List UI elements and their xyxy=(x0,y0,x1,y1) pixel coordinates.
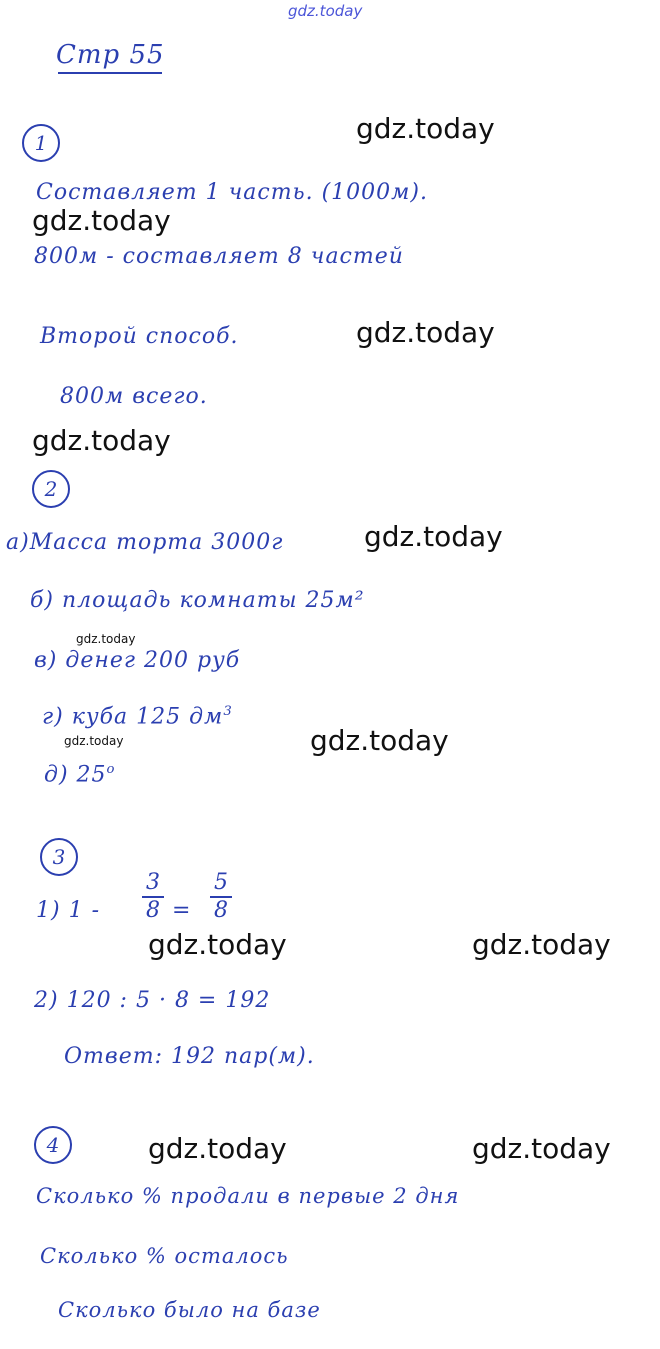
watermark-small: gdz.today xyxy=(76,632,136,646)
task2-g-sup: 3 xyxy=(223,704,233,719)
watermark: gdz.today xyxy=(364,520,503,553)
task1-line4: 800м всего. xyxy=(60,384,208,409)
task3-line1-prefix: 1) 1 - xyxy=(36,898,100,923)
task2-b: б) площадь комнаты 25м² xyxy=(30,588,365,613)
task-number-4: 4 xyxy=(34,1126,72,1164)
task4-line3: Сколько было на базе xyxy=(58,1298,321,1322)
task2-g-text: г) куба 125 дм xyxy=(42,704,224,730)
title-underline xyxy=(58,72,162,74)
task-number-1: 1 xyxy=(22,124,60,162)
task3-answer: Ответ: 192 пар(м). xyxy=(64,1044,315,1069)
task-number-3: 3 xyxy=(40,838,78,876)
task2-d-sup: о xyxy=(106,762,116,777)
task1-line3: Второй способ. xyxy=(40,324,239,349)
watermark: gdz.today xyxy=(472,928,611,961)
fraction-5-8 xyxy=(210,872,232,922)
task4-line2: Сколько % осталось xyxy=(40,1244,289,1268)
watermark: gdz.today xyxy=(32,424,171,457)
task2-g xyxy=(42,704,233,729)
task2-v: в) денег 200 руб xyxy=(34,648,241,673)
task2-d-text: д) 25 xyxy=(44,762,107,788)
watermark-small: gdz.today xyxy=(64,734,124,748)
watermark: gdz.today xyxy=(472,1132,611,1165)
watermark: gdz.today xyxy=(32,204,171,237)
frac1-den: 8 xyxy=(146,898,160,923)
site-header[interactable]: gdz.today xyxy=(288,2,363,20)
task4-line1: Сколько % продали в первые 2 дня xyxy=(36,1184,460,1208)
watermark: gdz.today xyxy=(310,724,449,757)
task2-d xyxy=(44,762,115,787)
task2-a: а)Масса торта 3000г xyxy=(6,530,284,555)
watermark: gdz.today xyxy=(148,928,287,961)
task3-equals: = xyxy=(172,898,192,923)
watermark: gdz.today xyxy=(356,112,495,145)
task3-line2: 2) 120 : 5 · 8 = 192 xyxy=(34,988,271,1013)
watermark: gdz.today xyxy=(148,1132,287,1165)
frac2-num: 5 xyxy=(214,870,228,895)
task1-line2: 800м - составляет 8 частей xyxy=(34,244,404,269)
fraction-3-8 xyxy=(142,872,164,922)
watermark: gdz.today xyxy=(356,316,495,349)
page-title: Стр 55 xyxy=(56,40,165,70)
frac2-den: 8 xyxy=(214,898,228,923)
task1-line1: Составляет 1 часть. (1000м). xyxy=(36,180,428,205)
task-number-2: 2 xyxy=(32,470,70,508)
frac1-num: 3 xyxy=(146,870,160,895)
